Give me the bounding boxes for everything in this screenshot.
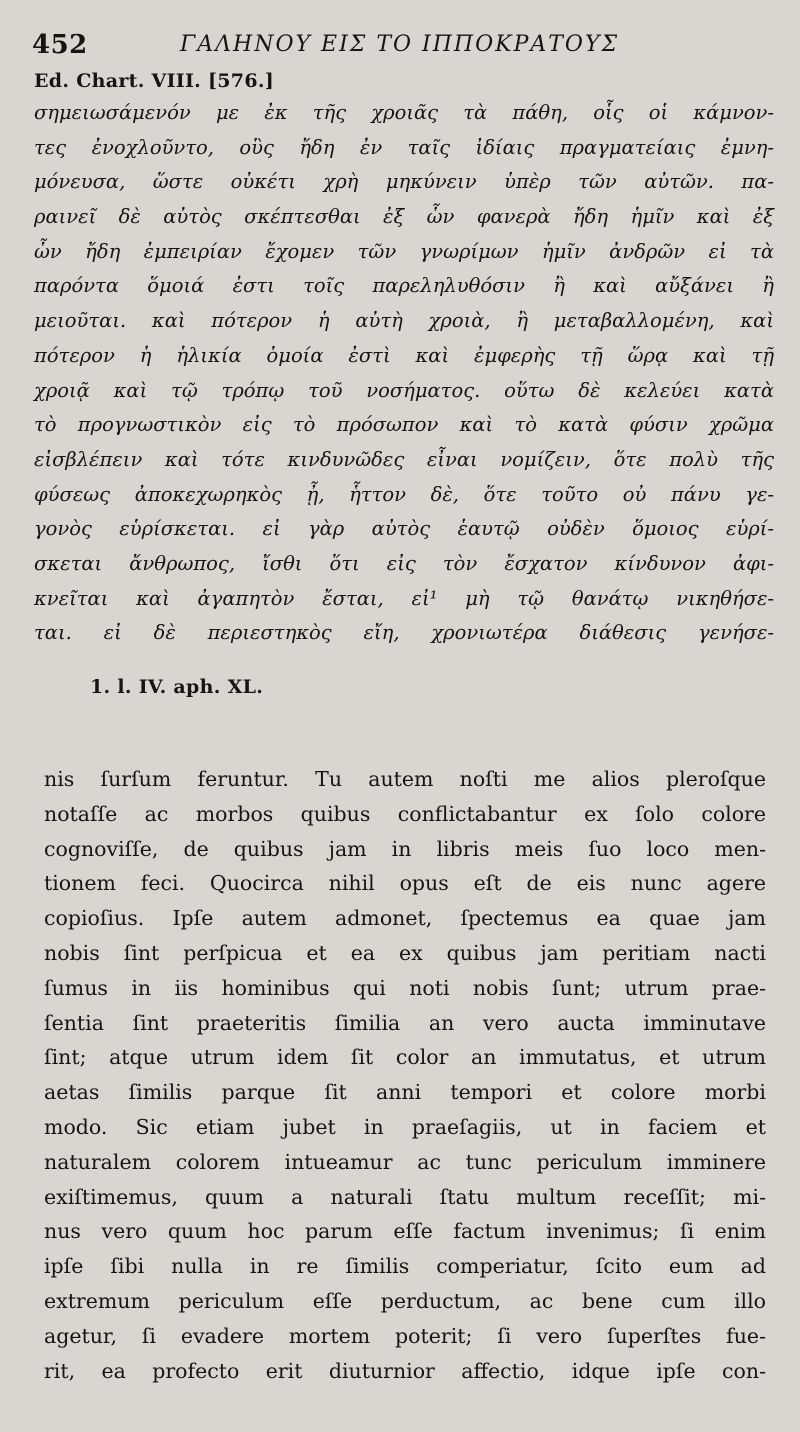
latin-line: naturalem colorem intueamur ac tunc periculum imminere (44, 1149, 766, 1174)
greek-line: τὸ προγνωστικὸν εἰς τὸ πρόσωπον καὶ τὸ κατὰ φύσιν χρῶμα (34, 413, 774, 437)
latin-text-block (44, 762, 766, 1388)
latin-line: notaſſe ac morbos quibus conflictabantur ex ſolo colore (44, 801, 766, 826)
footnote: 1. l. IV. aph. XL. (90, 676, 264, 698)
greek-line: φύσεως ἀποκεχωρηκὸς ᾖ, ἧττον δὲ, ὅτε τοῦτο οὐ πάνυ γε- (34, 482, 774, 506)
latin-line: ſentia ſint praeteritis ſimilia an vero aucta imminutave (44, 1010, 766, 1035)
greek-text-block (34, 96, 774, 651)
latin-line: nobis ſint perſpicua et ea ex quibus jam peritiam nacti (44, 940, 766, 965)
latin-line: ſint; atque utrum idem ſit color an immutatus, et utrum (44, 1045, 766, 1070)
greek-line: πότερον ἡ ἡλικία ὁμοία ἐστὶ καὶ ἐμφερὴς τῇ ὥρᾳ καὶ τῇ (34, 343, 774, 367)
latin-line: nis ſurſum feruntur. Tu autem noſti me alios pleroſque (44, 767, 766, 791)
latin-line: agetur, ſi evadere mortem poterit; ſi vero ſuperſtes fue- (44, 1323, 766, 1348)
greek-line: κνεῖται καὶ ἀγαπητὸν ἔσται, εἰ¹ μὴ τῷ θανάτῳ νικηθήσε- (34, 586, 774, 610)
latin-line: aetas ſimilis parque ſit anni tempori et colore morbi (44, 1080, 766, 1105)
greek-line: εἰσβλέπειν καὶ τότε κινδυνῶδες εἶναι νομίζειν, ὅτε πολὺ τῆς (34, 447, 774, 471)
latin-line: cognoviſſe, de quibus jam in libris meis ſuo loco men- (44, 836, 766, 861)
greek-line: μειοῦται. καὶ πότερον ἡ αὐτὴ χροιὰ, ἢ μεταβαλλομένη, καὶ (34, 309, 774, 333)
page-number: 452 (32, 30, 88, 60)
latin-line: ipſe ſibi nulla in re ſimilis comperiatur, ſcito eum ad (44, 1254, 766, 1279)
latin-line: ſumus in iis hominibus qui noti nobis ſunt; utrum prae- (44, 975, 766, 1000)
latin-line: nus vero quum hoc parum eſſe factum invenimus; ſi enim (44, 1219, 766, 1244)
greek-line: μόνευσα, ὥστε οὐκέτι χρὴ μηκύνειν ὑπὲρ τῶν αὐτῶν. πα- (34, 170, 774, 194)
greek-line: σημειωσάμενόν με ἐκ τῆς χροιᾶς τὰ πάθη, οἷς οἱ κάμνον- (34, 101, 774, 124)
greek-line: τες ἐνοχλοῦντο, οὓς ἤδη ἐν ταῖς ἰδίαις πραγματείαις ἐμνη- (34, 135, 774, 159)
edition-reference: Ed. Chart. VIII. [576.] (34, 70, 275, 92)
greek-line: χροιᾷ καὶ τῷ τρόπῳ τοῦ νοσήματος. οὕτω δὲ κελεύει κατὰ (34, 378, 774, 402)
latin-line: copioſius. Ipſe autem admonet, ſpectemus ea quae jam (44, 906, 766, 931)
greek-line: παρόντα ὅμοιά ἐστι τοῖς παρεληλυθόσιν ἢ καὶ αὔξάνει ἢ (34, 274, 774, 298)
greek-line: ται. εἰ δὲ περιεστηκὸς εἴη, χρονιωτέρα διάθεσις γενήσε- (34, 621, 774, 645)
greek-line: ραινεῖ δὲ αὐτὸς σκέπτεσθαι ἐξ ὧν φανερὰ ἤδη ἡμῖν καὶ ἐξ (34, 205, 774, 229)
latin-line: rit, ea profecto erit diuturnior affectio, idque ipſe con- (44, 1358, 766, 1383)
running-title: ΓΑΛΗΝΟΥ ΕΙΣ ΤΟ ΙΠΠΟΚΡΑΤΟΥΣ (180, 32, 620, 57)
latin-line: exiſtimemus, quum a naturali ſtatu multum receſſit; mi- (44, 1184, 766, 1209)
greek-line: γονὸς εὑρίσκεται. εἰ γὰρ αὐτὸς ἑαυτῷ οὐδὲν ὅμοιος εὑρί- (34, 517, 774, 541)
running-head (32, 30, 772, 70)
greek-line: σκεται ἄνθρωπος, ἴσθι ὅτι εἰς τὸν ἔσχατον κίνδυνον ἀφι- (34, 551, 774, 575)
greek-line: ὧν ἤδη ἐμπειρίαν ἔχομεν τῶν γνωρίμων ἡμῖν ἀνδρῶν εἰ τὰ (34, 239, 774, 263)
latin-line: modo. Sic etiam jubet in praeſagiis, ut in faciem et (44, 1114, 766, 1139)
latin-line: tionem feci. Quocirca nihil opus eſt de eis nunc agere (44, 871, 766, 896)
latin-line: extremum periculum eſſe perductum, ac bene cum illo (44, 1288, 766, 1313)
